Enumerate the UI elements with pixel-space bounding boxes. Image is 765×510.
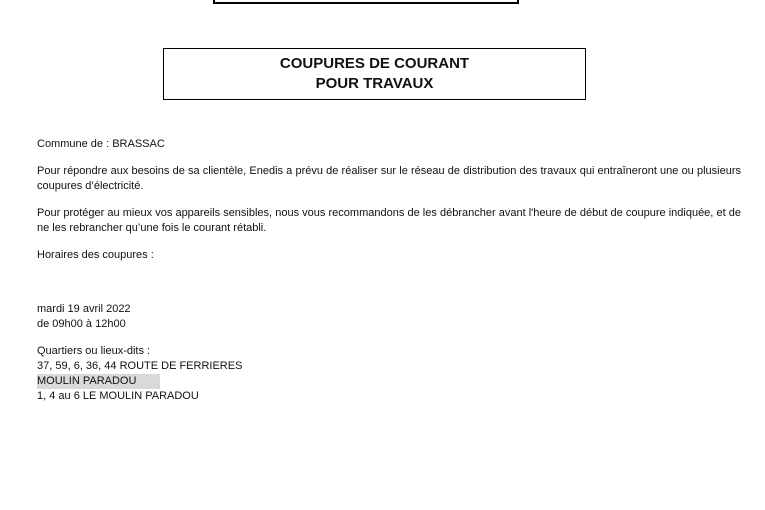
commune-line: Commune de : BRASSAC: [37, 138, 165, 150]
location-item-highlighted: [37, 374, 741, 389]
location-item: 1, 4 au 6 LE MOULIN PARADOU: [37, 390, 199, 402]
outage-date: mardi 19 avril 2022: [37, 303, 131, 315]
notice-body: [37, 137, 741, 404]
intro-paragraph: Pour répondre aux besoins de sa clientèle, Enedis a prévu de réaliser sur le réseau de distribution des travaux qui entraîneront une ou plusieurs coupures d’électricité.: [37, 165, 741, 192]
header-decoration-box: [213, 0, 519, 4]
schedule-heading: Horaires des coupures :: [37, 249, 154, 261]
notice-title-line1: COUPURES DE COURANT: [279, 55, 470, 72]
outage-time-range: de 09h00 à 12h00: [37, 318, 126, 330]
advice-paragraph: Pour protéger au mieux vos appareils sensibles, nous vous recommandons de les débrancher avant l'heure de début de coupure indiquée, et de ne les rebrancher qu’une fois le courant rétabli.: [37, 207, 741, 234]
locations-heading: Quartiers ou lieux-dits :: [37, 345, 151, 357]
location-item: 37, 59, 6, 36, 44 ROUTE DE FERRIERES: [37, 360, 243, 372]
notice-title-line2: POUR TRAVAUX: [315, 75, 434, 92]
notice-title-box: [163, 48, 586, 100]
location-highlight: MOULIN PARADOU: [37, 374, 160, 389]
